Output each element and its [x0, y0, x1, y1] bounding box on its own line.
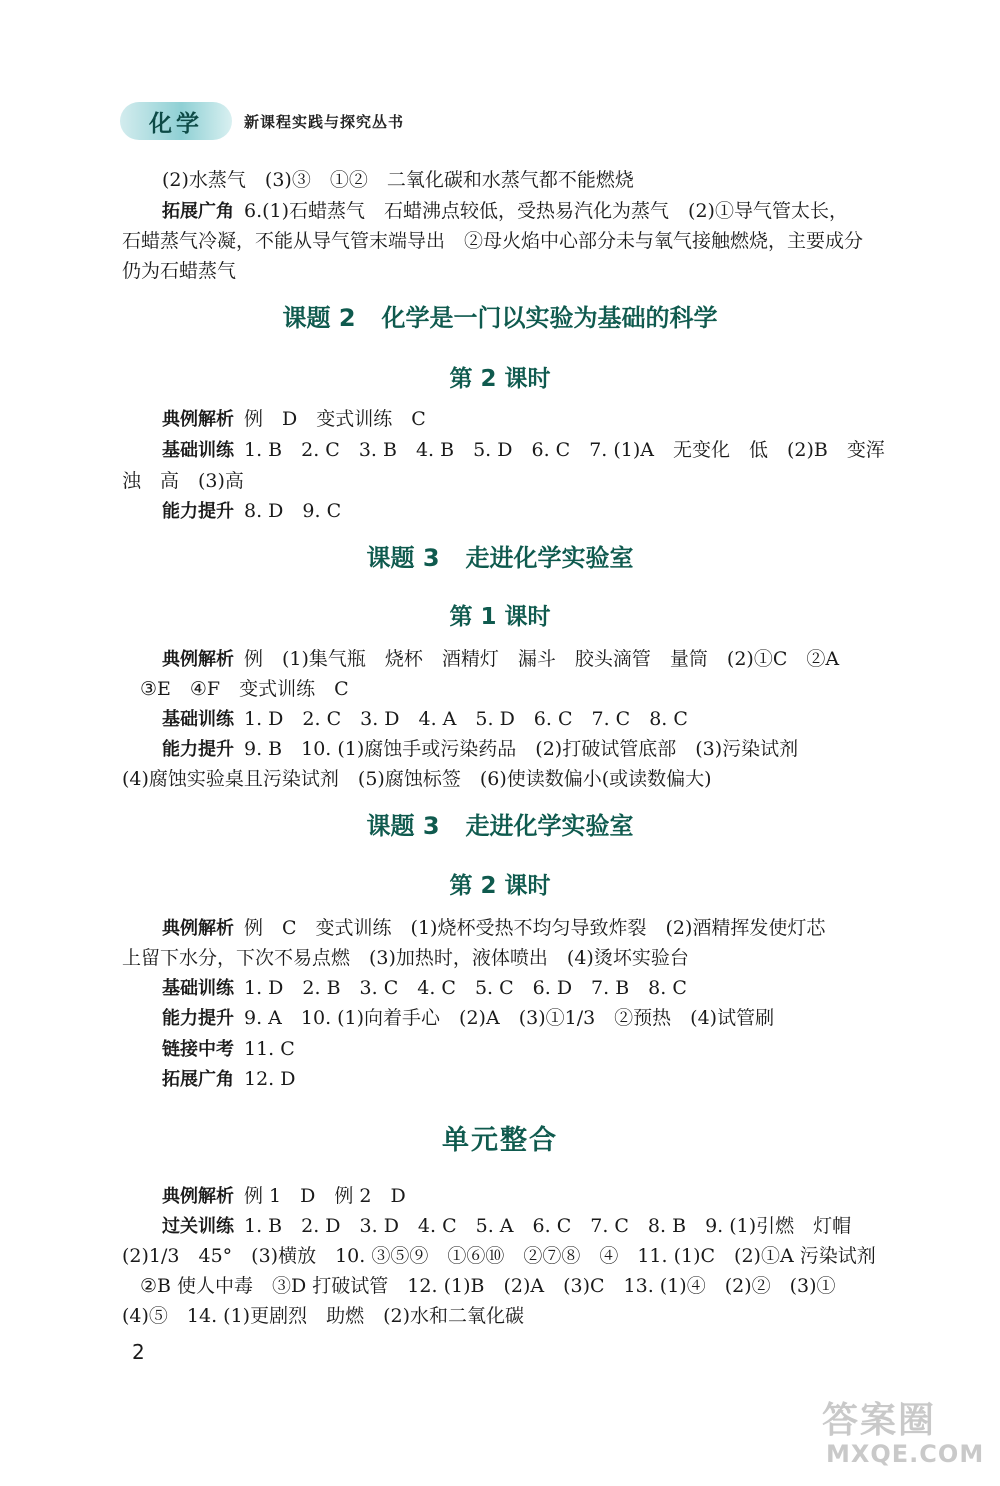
watermark-logo [818, 1392, 986, 1476]
answer-line: 上留下水分，下次不易点燃 (3)加热时，液体喷出 (4)烫坏实验台 [122, 947, 689, 969]
topic-heading: 课题 3 走进化学实验室 [366, 544, 634, 572]
answer-label: 拓展广角 [162, 1069, 234, 1090]
answer-line: ③E ④F 变式训练 C [140, 678, 349, 700]
answer-label: 基础训练 [162, 709, 234, 730]
answer-line: ②B 使人中毒 ③D 打破试管 12. (1)B (2)A (3)C 13. (1)④ (2)② (3)① [140, 1275, 836, 1297]
answer-line: 典例解析 例 (1)集气瓶 烧杯 酒精灯 漏斗 胶头滴管 量筒 (2)①C ②A [162, 648, 840, 670]
answer-label: 链接中考 [162, 1039, 234, 1060]
answer-line: (4)⑤ 14. (1)更剧烈 助燃 (2)水和二氧化碳 [122, 1305, 524, 1327]
answer-line: 拓展广角 12. D [162, 1068, 296, 1090]
page-header [120, 100, 404, 142]
answer-line: 基础训练 1. D 2. B 3. C 4. C 5. C 6. D 7. B 8. C [162, 977, 687, 999]
lesson-heading: 第 1 课时 [449, 604, 551, 630]
answer-label: 拓展广角 [162, 201, 234, 222]
answer-line: 能力提升 9. B 10. (1)腐蚀手或污染药品 (2)打破试管底部 (3)污染试剂 [162, 738, 799, 760]
answer-label: 能力提升 [162, 739, 234, 760]
answer-line: 石蜡蒸气冷凝，不能从导气管末端导出 ②母火焰中心部分未与氧气接触燃烧，主要成分 [122, 230, 864, 252]
answer-line: 拓展广角 6.(1)石蜡蒸气 石蜡沸点较低，受热易汽化为蒸气 (2)①导气管太长， [162, 200, 848, 222]
answer-label: 能力提升 [162, 501, 234, 522]
watermark-url: MXQE.COM [826, 1440, 985, 1468]
topic-heading: 课题 2 化学是一门以实验为基础的科学 [282, 304, 718, 332]
answer-line: 链接中考 11. C [162, 1038, 295, 1060]
answer-line: (2)1/3 45° (3)横放 10. ③⑤⑨ ①⑥⑩ ②⑦⑧ ④ 11. (1)C (2)①A 污染试剂 [122, 1245, 876, 1267]
answer-line: (2)水蒸气 (3)③ ①② 二氧化碳和水蒸气都不能燃烧 [162, 169, 634, 191]
answer-label: 典例解析 [162, 1186, 234, 1207]
answer-line: 基础训练 1. D 2. C 3. D 4. A 5. D 6. C 7. C 8. C [162, 708, 688, 730]
answer-line: 典例解析 例 D 变式训练 C [162, 408, 426, 430]
answer-label: 过关训练 [162, 1216, 234, 1237]
subject-badge: 化学 [120, 102, 232, 140]
unit-heading: 单元整合 [442, 1125, 558, 1156]
answer-line: 典例解析 例 1 D 例 2 D [162, 1185, 406, 1207]
watermark-text: 答案圈 [822, 1400, 937, 1441]
answer-line: 能力提升 8. D 9. C [162, 500, 342, 522]
answer-line: 仍为石蜡蒸气 [122, 260, 237, 282]
answer-line: 基础训练 1. B 2. C 3. B 4. B 5. D 6. C 7. (1)A 无变化 低 (2)B 变浑 [162, 439, 885, 461]
lesson-heading: 第 2 课时 [449, 366, 551, 392]
page-number: 2 [132, 1340, 145, 1364]
answer-label: 典例解析 [162, 918, 234, 939]
answer-label: 典例解析 [162, 409, 234, 430]
answer-label: 典例解析 [162, 649, 234, 670]
answer-line: (4)腐蚀实验桌且污染试剂 (5)腐蚀标签 (6)使读数偏小(或读数偏大) [122, 768, 712, 790]
series-title: 新课程实践与探究丛书 [244, 112, 405, 131]
answer-line: 典例解析 例 C 变式训练 (1)烧杯受热不均匀导致炸裂 (2)酒精挥发使灯芯 [162, 917, 826, 939]
answer-label: 能力提升 [162, 1008, 234, 1029]
answer-line: 能力提升 9. A 10. (1)向着手心 (2)A (3)①1/3 ②预热 (4)试管刷 [162, 1007, 775, 1029]
answer-line: 浊 高 (3)高 [122, 470, 244, 492]
answer-label: 基础训练 [162, 978, 234, 999]
topic-heading: 课题 3 走进化学实验室 [366, 812, 634, 840]
answer-label: 基础训练 [162, 440, 234, 461]
answer-line: 过关训练 1. B 2. D 3. D 4. C 5. A 6. C 7. C 8. B 9. (1)引燃 灯帽 [162, 1215, 852, 1237]
lesson-heading: 第 2 课时 [449, 873, 551, 899]
